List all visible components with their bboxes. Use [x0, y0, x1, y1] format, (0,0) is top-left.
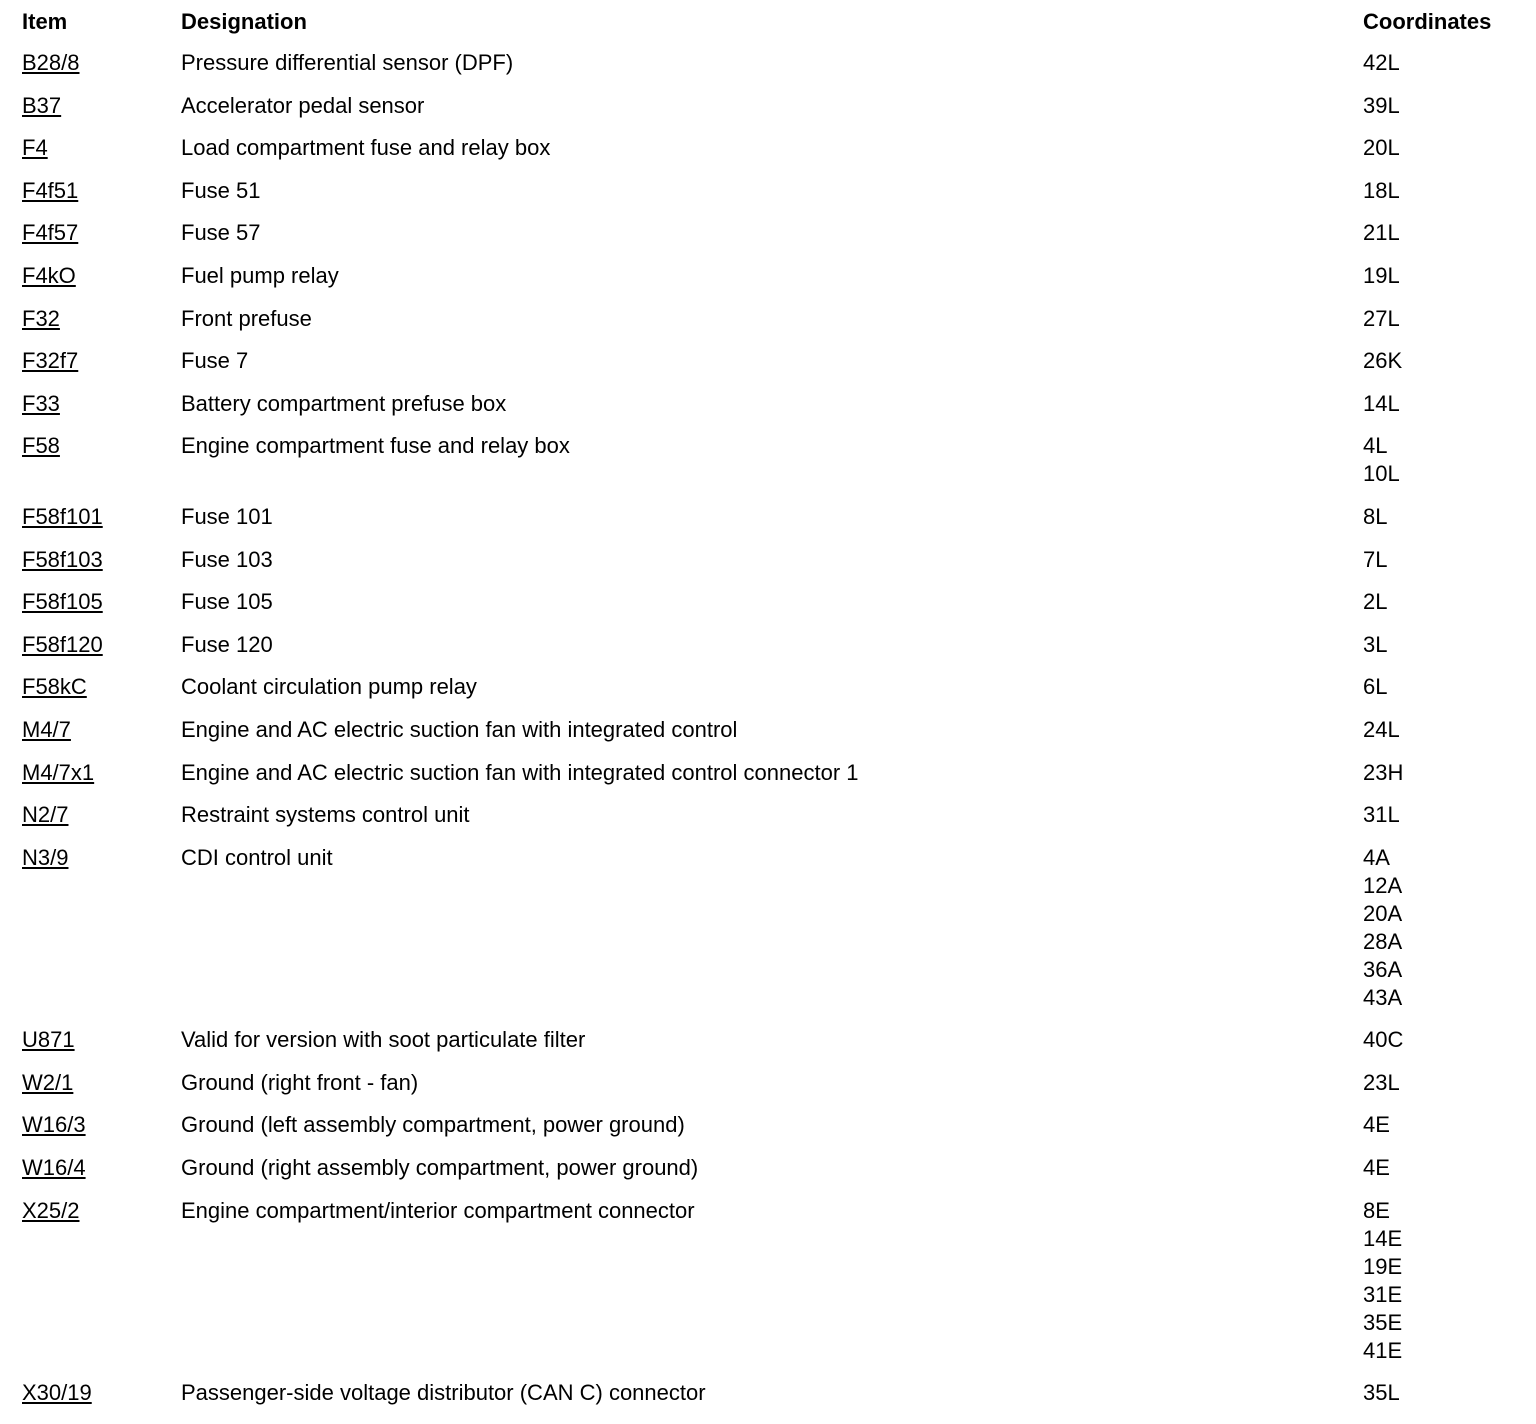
designation-cell: Engine and AC electric suction fan with integrated control connector 1 — [181, 759, 859, 785]
designation-cell: Fuse 101 — [181, 503, 273, 529]
coordinate-value: 36A — [1363, 956, 1403, 982]
coordinate-value: 14E — [1363, 1225, 1403, 1251]
coordinates-cell — [1363, 496, 1522, 539]
coordinate-value: 24L — [1363, 716, 1400, 742]
item-link[interactable]: F58kC — [22, 674, 87, 700]
designation-cell: Front prefuse — [181, 305, 312, 331]
item-link[interactable]: M4/7 — [22, 716, 71, 742]
item-link[interactable]: W16/4 — [22, 1155, 86, 1181]
coordinate-value: 19L — [1363, 262, 1400, 288]
coordinate-value: 6L — [1363, 674, 1388, 700]
table-row — [22, 794, 1522, 837]
item-link[interactable]: F58f101 — [22, 503, 103, 529]
item-link[interactable]: F4f51 — [22, 177, 79, 203]
item-link[interactable]: N2/7 — [22, 802, 69, 828]
item-link[interactable]: M4/7x1 — [22, 759, 95, 785]
item-cell — [22, 255, 181, 298]
item-cell — [22, 837, 181, 1020]
coordinates-cell — [1363, 42, 1522, 85]
designation-cell: Fuse 105 — [181, 589, 273, 615]
designation-cell: Battery compartment prefuse box — [181, 390, 507, 416]
component-legend-table — [22, 6, 1522, 1415]
header-row — [22, 6, 1522, 42]
header-item: Item — [22, 9, 68, 34]
coordinate-value: 18L — [1363, 177, 1400, 203]
designation-cell: Restraint systems control unit — [181, 802, 470, 828]
table-row — [22, 298, 1522, 341]
designation-cell: Coolant circulation pump relay — [181, 674, 477, 700]
item-cell — [22, 1147, 181, 1190]
table-row — [22, 581, 1522, 624]
header-coordinates: Coordinates — [1363, 9, 1492, 34]
item-link[interactable]: F58f105 — [22, 589, 103, 615]
table-row — [22, 1190, 1522, 1373]
item-cell — [22, 127, 181, 170]
designation-cell: Valid for version with soot particulate filter — [181, 1027, 586, 1053]
item-link[interactable]: F58f120 — [22, 631, 103, 657]
item-cell — [22, 212, 181, 255]
table-row — [22, 425, 1522, 496]
coordinate-value: 39L — [1363, 92, 1400, 118]
designation-cell: Load compartment fuse and relay box — [181, 135, 551, 161]
item-link[interactable]: F4kO — [22, 262, 76, 288]
item-cell — [22, 1019, 181, 1062]
coordinates-cell — [1363, 1104, 1522, 1147]
item-link[interactable]: F4 — [22, 135, 48, 161]
table-row — [22, 127, 1522, 170]
designation-cell: Engine compartment fuse and relay box — [181, 433, 570, 459]
table-row — [22, 170, 1522, 213]
table-row — [22, 1372, 1522, 1415]
table-row — [22, 1104, 1522, 1147]
designation-cell: Accelerator pedal sensor — [181, 92, 425, 118]
item-link[interactable]: N3/9 — [22, 844, 69, 870]
designation-cell: Fuse 7 — [181, 348, 249, 374]
coordinates-cell — [1363, 752, 1522, 795]
item-cell — [22, 496, 181, 539]
coordinate-value: 42L — [1363, 50, 1400, 75]
item-cell — [22, 581, 181, 624]
item-cell — [22, 340, 181, 383]
designation-cell: Engine compartment/interior compartment connector — [181, 1197, 695, 1223]
designation-cell: Pressure differential sensor (DPF) — [181, 50, 514, 75]
item-cell — [22, 709, 181, 752]
table-row — [22, 340, 1522, 383]
coordinates-cell — [1363, 1062, 1522, 1105]
table-row — [22, 624, 1522, 667]
coordinates-cell — [1363, 624, 1522, 667]
table-row — [22, 496, 1522, 539]
item-cell — [22, 85, 181, 128]
coordinate-value: 12A — [1363, 872, 1403, 898]
table-row — [22, 212, 1522, 255]
coordinate-value: 20A — [1363, 900, 1403, 926]
designation-cell: Fuse 120 — [181, 631, 273, 657]
item-cell — [22, 170, 181, 213]
coordinate-value: 31E — [1363, 1281, 1403, 1307]
coordinates-cell — [1363, 85, 1522, 128]
designation-cell: Ground (right front - fan) — [181, 1069, 419, 1095]
coordinate-value: 4L — [1363, 433, 1388, 459]
designation-cell: Ground (right assembly compartment, power ground) — [181, 1155, 699, 1181]
coordinates-cell — [1363, 383, 1522, 426]
coordinates-cell — [1363, 1147, 1522, 1190]
coordinate-value: 19E — [1363, 1253, 1403, 1279]
header-designation: Designation — [181, 9, 307, 34]
coordinates-cell — [1363, 1190, 1522, 1373]
item-link[interactable]: F33 — [22, 390, 60, 416]
coordinate-value: 40C — [1363, 1027, 1404, 1053]
item-cell — [22, 1104, 181, 1147]
coordinate-value: 8E — [1363, 1197, 1390, 1223]
item-cell — [22, 383, 181, 426]
table-row — [22, 1147, 1522, 1190]
designation-cell: Fuse 51 — [181, 177, 261, 203]
coordinates-cell — [1363, 255, 1522, 298]
coordinates-cell — [1363, 666, 1522, 709]
coordinate-value: 23L — [1363, 1069, 1400, 1095]
coordinate-value: 4A — [1363, 844, 1390, 870]
designation-cell: Engine and AC electric suction fan with integrated control — [181, 716, 738, 742]
designation-cell: Fuel pump relay — [181, 262, 339, 288]
coordinates-cell — [1363, 794, 1522, 837]
item-link[interactable]: X30/19 — [22, 1380, 92, 1406]
designation-cell: Fuse 57 — [181, 220, 261, 246]
coordinate-value: 41E — [1363, 1337, 1403, 1363]
coordinates-cell — [1363, 127, 1522, 170]
coordinates-cell — [1363, 581, 1522, 624]
coordinates-cell — [1363, 298, 1522, 341]
item-link[interactable]: W16/3 — [22, 1112, 86, 1138]
item-cell — [22, 1062, 181, 1105]
item-link[interactable]: B28/8 — [22, 50, 80, 75]
item-link[interactable]: U871 — [22, 1027, 75, 1053]
item-link[interactable]: B37 — [22, 92, 62, 118]
designation-cell: Ground (left assembly compartment, power ground) — [181, 1112, 685, 1138]
coordinate-value: 14L — [1363, 390, 1400, 416]
item-cell — [22, 1190, 181, 1373]
item-cell — [22, 624, 181, 667]
table-row — [22, 255, 1522, 298]
coordinate-value: 21L — [1363, 220, 1400, 246]
coordinate-value: 27L — [1363, 305, 1400, 331]
coordinate-value: 2L — [1363, 589, 1388, 615]
table-row — [22, 383, 1522, 426]
item-link[interactable]: F58f103 — [22, 546, 103, 572]
coordinate-value: 28A — [1363, 928, 1403, 954]
coordinates-cell — [1363, 837, 1522, 1020]
coordinate-value: 23H — [1363, 759, 1404, 785]
item-link[interactable]: F4f57 — [22, 220, 79, 246]
coordinate-value: 8L — [1363, 503, 1388, 529]
coordinates-cell — [1363, 539, 1522, 582]
table-row — [22, 837, 1522, 1020]
item-link[interactable]: W2/1 — [22, 1069, 74, 1095]
item-cell — [22, 1372, 181, 1415]
coordinate-value: 26K — [1363, 348, 1403, 374]
legend-body — [22, 42, 1522, 1415]
item-cell — [22, 666, 181, 709]
coordinate-value: 7L — [1363, 546, 1388, 572]
item-link[interactable]: F32 — [22, 305, 60, 331]
coordinate-value: 3L — [1363, 631, 1388, 657]
item-cell — [22, 42, 181, 85]
coordinates-cell — [1363, 1372, 1522, 1415]
coordinates-cell — [1363, 340, 1522, 383]
table-row — [22, 1019, 1522, 1062]
coordinate-value: 31L — [1363, 802, 1400, 828]
table-row — [22, 666, 1522, 709]
coordinate-value: 43A — [1363, 984, 1403, 1010]
designation-cell: CDI control unit — [181, 844, 333, 870]
coordinates-cell — [1363, 212, 1522, 255]
coordinate-value: 35L — [1363, 1380, 1400, 1406]
table-row — [22, 1062, 1522, 1105]
coordinate-value: 20L — [1363, 135, 1400, 161]
coordinates-cell — [1363, 709, 1522, 752]
table-row — [22, 42, 1522, 85]
coordinates-cell — [1363, 425, 1522, 496]
item-link[interactable]: F32f7 — [22, 348, 79, 374]
designation-cell: Passenger-side voltage distributor (CAN C) connector — [181, 1380, 706, 1406]
table-row — [22, 752, 1522, 795]
item-cell — [22, 298, 181, 341]
item-link[interactable]: F58 — [22, 433, 60, 459]
table-row — [22, 539, 1522, 582]
table-row — [22, 85, 1522, 128]
item-cell — [22, 539, 181, 582]
coordinate-value: 4E — [1363, 1155, 1390, 1181]
coordinate-value: 4E — [1363, 1112, 1390, 1138]
coordinate-value: 35E — [1363, 1309, 1403, 1335]
item-cell — [22, 752, 181, 795]
designation-cell: Fuse 103 — [181, 546, 273, 572]
item-link[interactable]: X25/2 — [22, 1197, 80, 1223]
item-cell — [22, 794, 181, 837]
item-cell — [22, 425, 181, 496]
coordinate-value: 10L — [1363, 461, 1400, 487]
table-row — [22, 709, 1522, 752]
coordinates-cell — [1363, 170, 1522, 213]
coordinates-cell — [1363, 1019, 1522, 1062]
